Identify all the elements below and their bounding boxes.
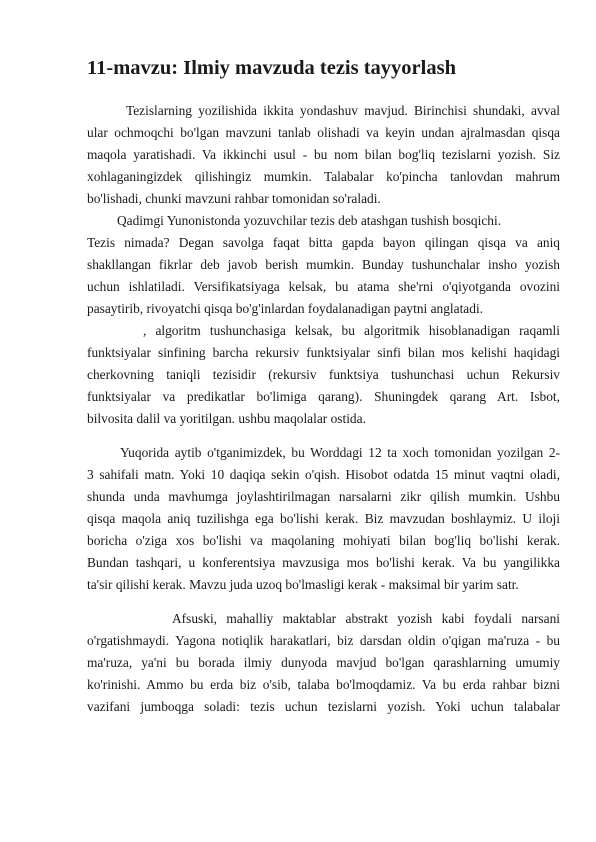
text-line: cherkovning taniqli tezisidir (rekursiv funktsiya tushunchasi uchun Rekursiv <box>87 367 560 382</box>
text-line: Afsuski, mahalliy maktablar abstrakt yozish kabi foydali narsani <box>172 611 560 626</box>
text-line: xohlaganingizdek qilishingiz mumkin. Talabalar ko'pincha tanlovdan mahrum <box>87 169 560 184</box>
page-title: 11-mavzu: Ilmiy mavzuda tezis tayyorlash <box>87 57 456 79</box>
text-line: shakllangan fikrlar deb javob berish mumkin. Bunday tushunchalar insho yozish <box>87 257 560 272</box>
text-line: vazifani jumboqga soladi: tezis uchun tezislarni yozish. Yoki uchun talabalar <box>87 699 560 714</box>
text-line: ta'sir qilishi kerak. Mavzu juda uzoq bo'lmasligi kerak - maksimal bir yarim satr. <box>87 577 519 592</box>
text-line: Tezislarning yozilishida ikkita yondashuv mavjud. Birinchisi shundaki, avval <box>126 103 560 118</box>
text-line: maqola yaratishadi. Va ikkinchi usul - bu nom bilan bog'liq tezislarni yozish. Siz <box>87 147 560 162</box>
text-line: o'rgatishmaydi. Yagona notiqlik harakatlari, biz darsdan oldin o'qigan ma'ruza - bu <box>87 633 560 648</box>
text-line: 3 sahifali matn. Yoki 10 daqiqa sekin o'qish. Hisobot odatda 15 minut vaqtni oladi, <box>87 467 560 482</box>
text-line: ular ochmoqchi bo'lgan mavzuni tanlab olishadi va keyin undan ajralmasdan qisqa <box>87 125 560 140</box>
text-line: Bundan tashqari, u konferentsiya mavzusiga mos bo'lishi kerak. Va bu yangilikka <box>87 555 560 570</box>
text-line: bo'lishadi, chunki mavzuni rahbar tomonidan so'raladi. <box>87 191 381 206</box>
text-line: Tezis nimada? Degan savolga faqat bitta gapda bayon qilingan qisqa va aniq <box>87 235 560 250</box>
text-line: ma'ruza, ya'ni bu borada ilmiy dunyoda mavjud bo'lgan qarashlarning umumiy <box>87 655 560 670</box>
text-line: bilvosita dalil va yoritilgan. ushbu maqolalar ostida. <box>87 411 366 426</box>
text-line: Qadimgi Yunonistonda yozuvchilar tezis deb atashgan tushish bosqichi. <box>117 213 502 228</box>
text-line: funktsiyalar sinfining barcha rekursiv funktsiyalar sinfi bilan mos kelishi haqidagi <box>87 345 560 360</box>
text-line: , algoritm tushunchasiga kelsak, bu algoritmik hisoblanadigan raqamli <box>143 323 560 338</box>
text-line: qisqa maqola aniq tuzilishga ega bo'lishi kerak. Biz mavzudan boshlaymiz. U iloji <box>87 511 560 526</box>
text-line: pasaytirib, rivoyatchi qisqa bo'g'inlardan foydalanadigan paytni anglatadi. <box>87 301 484 316</box>
text-line: funktsiyalar va predikatlar bo'limiga qarang). Shuningdek qarang Art. Isbot, <box>87 389 560 404</box>
text-line: shunda unda mavhumga joylashtirilmagan narsalarni zikr qilish mumkin. Ushbu <box>87 489 560 504</box>
text-line: uchun ishlatiladi. Versifikatsiyaga kelsak, bu atama she'rni o'qiyotganda ovozini <box>87 279 560 294</box>
text-line: Yuqorida aytib o'tganimizdek, bu Worddagi 12 ta xoch tomonidan yozilgan 2- <box>120 445 560 460</box>
text-line: ko'rinishi. Ammo bu erda biz o'sib, talaba bo'lmoqdamiz. Va bu erda rahbar bizni <box>87 677 560 692</box>
text-line: boricha o'ziga xos bo'lishi va maqolaning mohiyati bilan bog'liq bo'lishi kerak. <box>87 533 560 548</box>
